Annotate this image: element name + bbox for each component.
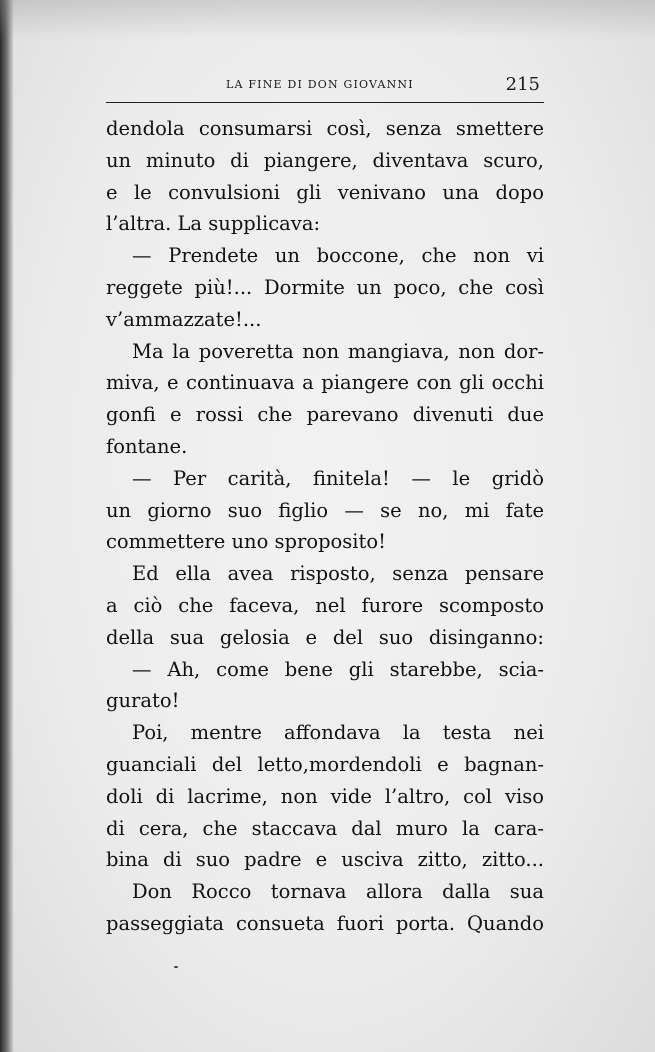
text-line: della sua gelosia e del suo disinganno: (106, 625, 544, 649)
text-line: gurato! (106, 689, 180, 713)
text-line: reggete più!... Dormite un poco, che così (106, 275, 544, 299)
text-line: l’altra. La supplicava: (106, 212, 321, 236)
running-title: LA FINE DI DON GIOVANNI (226, 78, 414, 91)
text-line: bina di suo padre e usciva zitto, zitto... (106, 848, 544, 872)
text-line: v’ammazzate!... (106, 307, 262, 331)
header-rule (106, 102, 544, 103)
text-line: doli di lacrime, non vide l’altro, col viso (106, 784, 544, 808)
body-text (106, 113, 544, 940)
print-speck (174, 966, 178, 968)
text-line: a ciò che faceva, nel furore scomposto (106, 593, 544, 617)
text-line: dendola consumarsi così, senza smettere (106, 117, 544, 140)
text-line: un giorno suo figlio — se no, mi fate (106, 498, 544, 522)
text-line: commettere uno sproposito! (106, 530, 386, 554)
text-line: — Per carità, finitela! — le gridò (132, 466, 544, 490)
text-line: — Ah, come bene gli starebbe, scia- (132, 657, 544, 681)
text-line: passeggiata consueta fuori porta. Quando (106, 911, 544, 935)
page-number: 215 (505, 74, 540, 95)
text-line: gonfi e rossi che parevano divenuti due (106, 403, 544, 427)
text-line: Don Rocco tornava allora dalla sua (132, 880, 544, 904)
text-line: fontane. (106, 434, 188, 458)
text-line: — Prendete un boccone, che non vi (132, 244, 544, 268)
text-line: un minuto di piangere, diventava scuro, (106, 148, 544, 172)
text-line: di cera, che staccava dal muro la cara- (106, 816, 544, 840)
text-line: Poi, mentre affondava la testa nei (132, 721, 544, 745)
text-line: e le convulsioni gli venivano una dopo (106, 180, 544, 204)
text-line: Ed ella avea risposto, senza pensare (132, 562, 544, 586)
text-line: Ma la poveretta non mangiava, non dor- (132, 339, 544, 363)
page-header (106, 74, 544, 96)
text-line: miva, e continuava a piangere con gli occhi (106, 371, 544, 395)
text-line: guanciali del letto,mordendoli e bagnan- (106, 752, 544, 776)
